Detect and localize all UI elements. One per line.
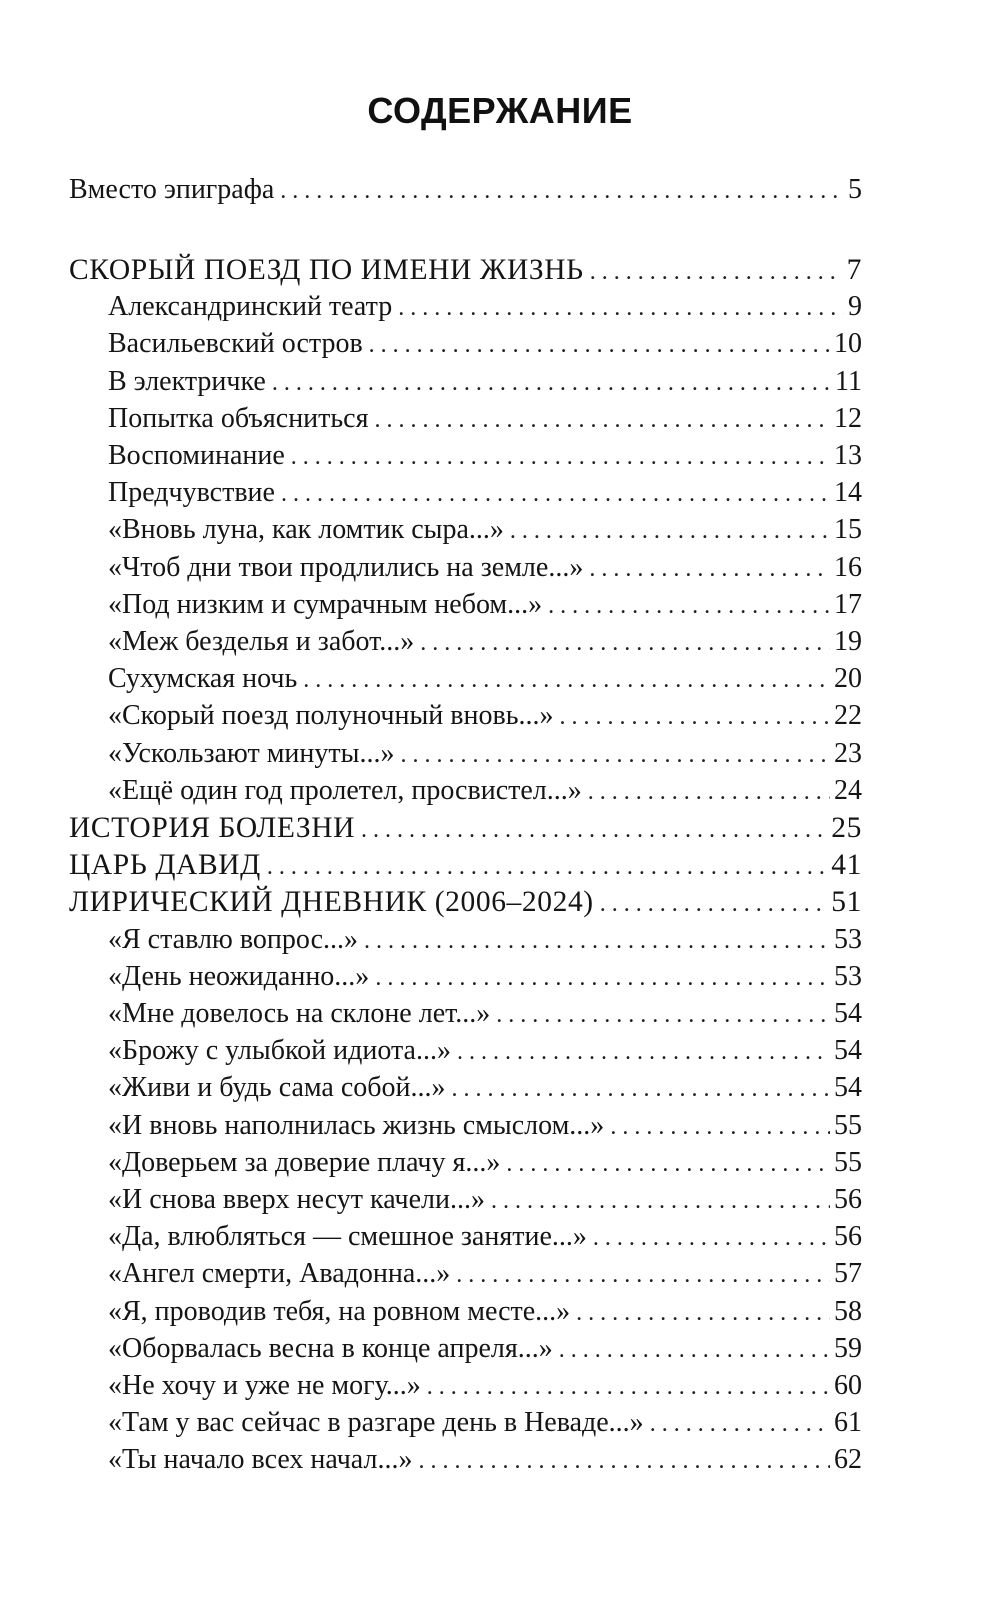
toc-entry-page: 41 [831, 849, 862, 882]
toc-entry-title: «Да, влюбляться — смешное занятие...» [108, 1221, 587, 1253]
dot-leader [375, 958, 830, 998]
dot-leader [280, 171, 844, 211]
toc-entry-title: Сухумская ночь [108, 663, 298, 695]
toc-entry-page: 23 [834, 737, 862, 769]
toc-entry-page: 56 [834, 1184, 862, 1215]
toc-entry-page: 56 [834, 1221, 862, 1253]
toc-entry-title: «Я, проводив тебя, на ровном месте...» [108, 1295, 571, 1327]
toc-entry [108, 659, 862, 699]
toc-entry-title: Попытка объясниться [108, 402, 369, 434]
toc-entry-page: 54 [834, 998, 862, 1029]
toc-entry [108, 734, 862, 774]
dot-leader [398, 288, 844, 328]
toc-entry-page: 54 [834, 1072, 862, 1104]
toc-entry-title: ЦАРЬ ДАВИД [69, 849, 261, 882]
toc-entry [108, 1440, 862, 1480]
toc-entry-page: 58 [834, 1295, 862, 1327]
dot-leader [281, 474, 830, 514]
toc-entry-title: «Доверьем за доверие плачу я...» [108, 1146, 501, 1178]
toc-entry-title: «И снова вверх несут качели...» [108, 1184, 485, 1215]
toc-entry-title: Васильевский остров [108, 328, 363, 360]
toc-entry-page: 13 [834, 440, 862, 471]
toc-entry-title: ЛИРИЧЕСКИЙ ДНЕВНИК (2006–2024) [69, 886, 594, 919]
toc-entry-page: 55 [834, 1146, 862, 1178]
toc-entry-title: «Меж безделья и забот...» [108, 626, 415, 657]
toc-entry [108, 957, 862, 997]
toc-entry-page: 5 [848, 174, 862, 205]
toc-entry-title: «Ускользают минуты...» [108, 737, 395, 769]
toc-section-entry [69, 882, 862, 922]
toc-entry-page: 17 [834, 588, 862, 620]
toc-entry-title: «Чтоб дни твои продлились на земле...» [108, 551, 584, 583]
toc-entry-page: 60 [834, 1370, 862, 1401]
toc-section-entry [69, 845, 862, 885]
dot-leader [496, 995, 830, 1035]
toc-entry-page: 61 [834, 1407, 862, 1439]
toc-entry [108, 436, 862, 476]
toc-entry [108, 1068, 862, 1108]
dot-leader [610, 1107, 830, 1147]
toc-entry-page: 12 [834, 402, 862, 434]
toc-entry-title: «Ты начало всех начал...» [108, 1444, 413, 1476]
toc-entry [108, 994, 862, 1034]
dot-leader [559, 697, 830, 737]
toc-entry-title: «Вновь луна, как ломтик сыра...» [108, 514, 504, 546]
toc-entry-page: 16 [834, 551, 862, 583]
toc-entry [108, 287, 862, 327]
toc-entry-page: 10 [834, 328, 862, 360]
dot-leader [456, 1255, 830, 1295]
dot-leader [400, 735, 830, 775]
toc-entry-title: Воспоминание [108, 440, 285, 471]
dot-leader [506, 1144, 830, 1184]
toc-entry-page: 19 [834, 626, 862, 657]
toc-entry [108, 1329, 862, 1369]
dot-leader [510, 511, 830, 551]
dot-leader [364, 921, 830, 961]
toc-entry-page: 51 [831, 886, 862, 919]
toc-entry [108, 1031, 862, 1071]
toc-entry-title: «Я ставлю вопрос...» [108, 923, 358, 955]
toc-entry-page: 62 [834, 1444, 862, 1476]
toc-entry-title: «Живи и будь сама собой...» [108, 1072, 446, 1104]
toc-entry-page: 54 [834, 1035, 862, 1067]
toc-entry [108, 1143, 862, 1183]
toc-entry [108, 1366, 862, 1406]
toc-section-entry [69, 808, 862, 848]
toc-entry-title: «Скорый поезд полуночный вновь...» [108, 700, 554, 732]
toc-entry-page: 59 [834, 1332, 862, 1364]
toc-entry [108, 1217, 862, 1257]
toc-entry-page: 11 [835, 365, 862, 397]
toc-entry [108, 510, 862, 550]
toc-entry [108, 920, 862, 960]
toc-entry-title: Вместо эпиграфа [69, 174, 275, 205]
dot-leader [559, 1330, 830, 1370]
dot-leader [600, 884, 828, 924]
toc-entry [108, 473, 862, 513]
toc-entry-title: ИСТОРИЯ БОЛЕЗНИ [69, 812, 356, 844]
dot-leader [272, 363, 831, 403]
toc-section-entry [69, 250, 862, 290]
toc-entry [108, 1292, 862, 1332]
toc-entry [108, 399, 862, 439]
dot-leader [267, 847, 827, 887]
toc-entry-page: 20 [834, 663, 862, 695]
dot-leader [303, 660, 830, 700]
toc-entry-title: «И вновь наполнилась жизнь смыслом...» [108, 1109, 605, 1141]
toc-entry [108, 585, 862, 625]
toc-entry [108, 622, 862, 662]
toc-top-entry [69, 170, 862, 210]
toc-entry-title: «Не хочу и уже не могу...» [108, 1370, 421, 1401]
toc-entry-page: 57 [834, 1258, 862, 1290]
toc-entry-page: 9 [848, 291, 862, 323]
toc-entry-page: 22 [834, 700, 862, 732]
dot-leader [452, 1069, 830, 1109]
toc-entry [108, 548, 862, 588]
dot-leader [427, 1367, 830, 1407]
toc-entry-page: 15 [834, 514, 862, 546]
dot-leader [418, 1441, 830, 1481]
toc-entry-title: «День неожиданно...» [108, 960, 370, 992]
toc-entry [108, 696, 862, 736]
toc-entry-title: «Ангел смерти, Авадонна...» [108, 1258, 451, 1290]
dot-leader [374, 400, 830, 440]
toc-entry-page: 24 [834, 774, 862, 806]
toc-entry-title: «Мне довелось на склоне лет...» [108, 998, 491, 1029]
dot-leader [457, 1032, 830, 1072]
toc-entry-page: 53 [834, 923, 862, 955]
dot-leader [593, 1218, 830, 1258]
toc-entry-title: Предчувствие [108, 477, 275, 509]
toc-entry-title: «Брожу с улыбкой идиота...» [108, 1035, 451, 1067]
toc-entry [108, 362, 862, 402]
toc-entry-page: 7 [846, 254, 862, 286]
toc-entry-title: СКОРЫЙ ПОЕЗД ПО ИМЕНИ ЖИЗНЬ [69, 254, 584, 286]
toc-entry-page: 55 [834, 1109, 862, 1141]
dot-leader [590, 252, 843, 292]
toc-entry-title: В электричке [108, 365, 266, 397]
dot-leader [548, 586, 830, 626]
toc-entry [108, 1403, 862, 1443]
toc-entry [108, 1180, 862, 1220]
page-title: СОДЕРЖАНИЕ [367, 90, 633, 131]
dot-leader [361, 810, 827, 850]
toc-entry-title: «Оборвалась весна в конце апреля...» [108, 1332, 553, 1364]
dot-leader [576, 1293, 830, 1333]
toc-entry-page: 25 [831, 812, 862, 844]
toc-entry [108, 1106, 862, 1146]
dot-leader [588, 772, 830, 812]
toc-entry-page: 14 [834, 477, 862, 509]
toc-entry-page: 53 [834, 960, 862, 992]
toc-entry-title: «Ещё один год пролетел, просвистел...» [108, 774, 582, 806]
toc-entry-title: Александринский театр [108, 291, 393, 323]
dot-leader [291, 437, 830, 477]
dot-leader [650, 1404, 830, 1444]
toc-entry [108, 1254, 862, 1294]
toc-entry [108, 324, 862, 364]
toc-entry-title: «Там у вас сейчас в разгаре день в Неваде...» [108, 1407, 644, 1439]
dot-leader [420, 623, 830, 663]
dot-leader [589, 549, 830, 589]
toc-entry-title: «Под низким и сумрачным небом...» [108, 588, 543, 620]
dot-leader [491, 1181, 830, 1221]
dot-leader [369, 325, 830, 365]
toc-entry [108, 771, 862, 811]
